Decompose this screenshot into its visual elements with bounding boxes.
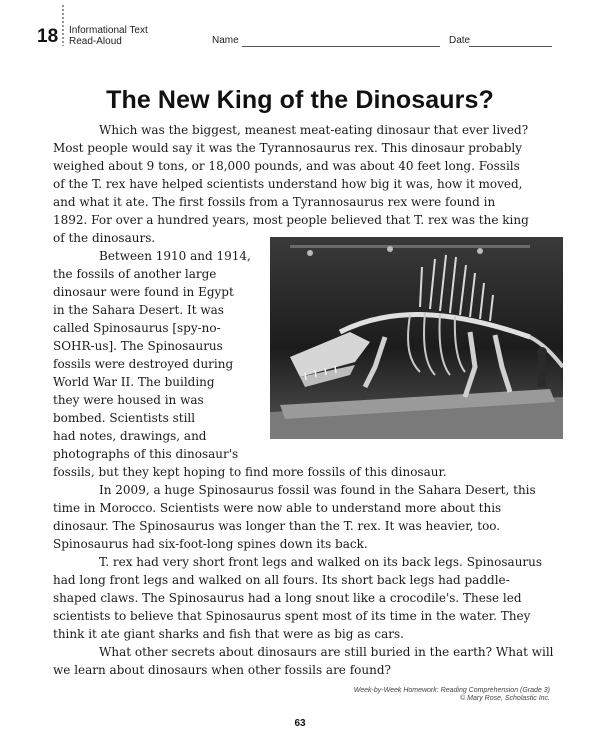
series-line-1: Informational Text	[69, 25, 148, 36]
text-line: What other secrets about dinosaurs are still buried in the earth? What will	[99, 645, 554, 659]
page-header	[0, 0, 600, 60]
dotted-divider	[62, 4, 64, 46]
text-line: fossils were destroyed during	[53, 357, 234, 371]
name-line[interactable]	[242, 46, 440, 47]
text-line: in the Sahara Desert. It was	[53, 303, 224, 317]
text-line: time in Morocco. Scientists were now able to understand more about this	[53, 501, 502, 515]
credit-line-1: Week-by-Week Homework: Reading Comprehension (Grade 3)	[353, 687, 550, 694]
text-line: bombed. Scientists still	[53, 411, 196, 425]
text-line: called Spinosaurus [spy-no-	[53, 321, 221, 335]
skeleton-illustration	[270, 237, 563, 439]
text-line: think it ate giant sharks and fish that were as big as cars.	[53, 627, 404, 641]
footer-credit	[354, 687, 550, 703]
text-line: shaped claws. The Spinosaurus had a long snout like a crocodile's. These led	[53, 591, 522, 605]
text-line: we learn about dinosaurs when other fossils are found?	[53, 663, 391, 677]
text-line: scientists to believe that Spinosaurus spent most of its time in the water. They	[53, 609, 531, 623]
text-line: had long front legs and walked on all fours. Its short back legs had paddle-	[53, 573, 510, 587]
text-line: 1892. For over a hundred years, most people believed that T. rex was the king	[53, 213, 529, 227]
credit-line-2: © Mary Rose, Scholastic Inc.	[460, 695, 550, 702]
text-line: Which was the biggest, meanest meat-eating dinosaur that ever lived?	[99, 123, 529, 137]
text-line: Spinosaurus had six-foot-long spines down its back.	[53, 537, 368, 551]
text-line: weighed about 9 tons, or 18,000 pounds, and was about 40 feet long. Fossils	[53, 159, 520, 173]
paragraph-1	[53, 121, 529, 247]
series-label	[69, 25, 148, 47]
text-line: the fossils of another large	[53, 267, 217, 281]
text-line: In 2009, a huge Spinosaurus fossil was found in the Sahara Desert, this	[99, 483, 536, 497]
paragraph-rest	[53, 463, 554, 679]
text-line: Most people would say it was the Tyrannosaurus rex. This dinosaur probably	[53, 141, 523, 155]
date-label: Date	[449, 35, 471, 46]
date-line[interactable]	[469, 46, 552, 47]
text-line: SOHR-us]. The Spinosaurus	[53, 339, 223, 353]
spinosaurus-skeleton-photo	[270, 237, 563, 439]
series-line-2: Read-Aloud	[69, 36, 122, 47]
footer-page-number: 63	[294, 718, 306, 729]
paragraph-2-wrapped	[53, 247, 251, 463]
text-line: of the dinosaurs.	[53, 231, 156, 245]
text-line: photographs of this dinosaur's	[53, 447, 239, 461]
text-line: dinosaur were found in Egypt	[53, 285, 234, 299]
text-line: T. rex had very short front legs and walked on its back legs. Spinosaurus	[99, 555, 543, 569]
text-line: had notes, drawings, and	[53, 429, 207, 443]
header-page-number: 18	[37, 26, 59, 47]
page-title: The New King of the Dinosaurs?	[106, 86, 494, 114]
text-line: they were housed in was	[53, 393, 204, 407]
text-line: World War II. The building	[53, 375, 215, 389]
text-line: dinosaur. The Spinosaurus was longer than the T. rex. It was heavier, too.	[53, 519, 501, 533]
text-line: fossils, but they kept hoping to find more fossils of this dinosaur.	[53, 465, 447, 479]
text-line: of the T. rex have helped scientists understand how big it was, how it moved,	[53, 177, 523, 191]
name-label: Name	[212, 35, 239, 46]
text-line: and what it ate. The first fossils from a Tyrannosaurus rex were found in	[53, 195, 496, 209]
text-line: Between 1910 and 1914,	[99, 249, 251, 263]
